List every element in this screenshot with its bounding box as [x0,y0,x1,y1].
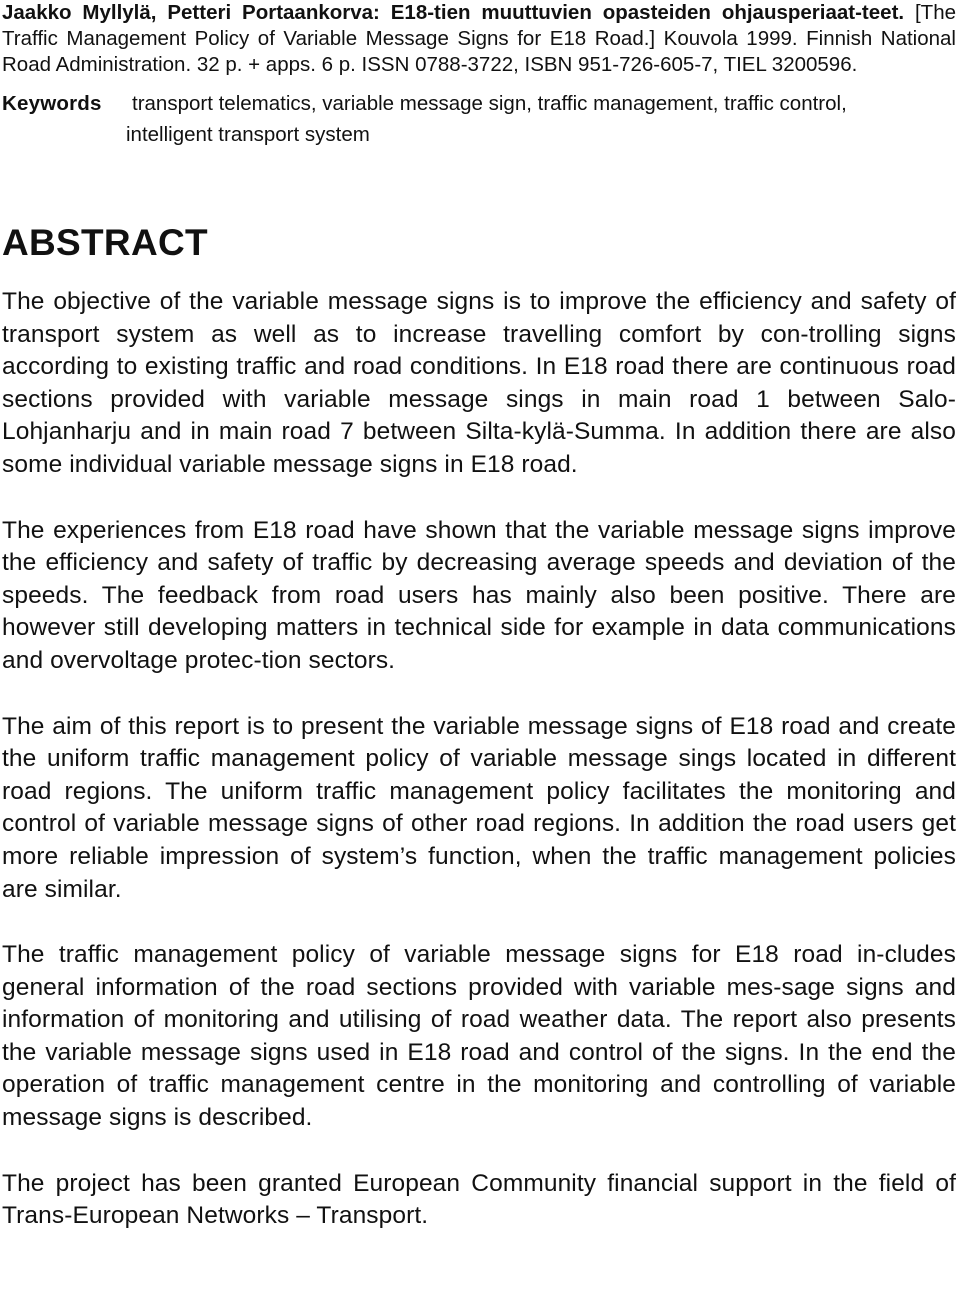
abstract-paragraph-2: The experiences from E18 road have shown that the variable message signs improve the efficiency and safety of traffic by decreasing average speeds and deviation of the speeds. The feedback from road users has mainly also been positive. There are however still developing matters in technical side for example in data communications and overvoltage protec-tion sectors. [2,516,956,674]
abstract-paragraph-1: The objective of the variable message signs is to improve the efficiency and safety of transport system as well as to increase travelling comfort by con-trolling signs according to existing traffic and road conditions. In E18 road there are continuous road sections provided with variable message sings in main road 1 between Salo-Lohjanharju and in main road 7 between Silta-kylä-Summa. In addition there are also some individual variable message signs in E18 road. [2,288,956,478]
keywords-block [2,88,956,150]
abstract-paragraph-4: The traffic management policy of variable message signs for E18 road in-cludes general information of the road sections provided with variable mes-sage signs and information of monitoring and utilising of road weather data. The report also presents the variable message signs used in E18 road and control of the signs. In the end the operation of traffic management centre in the monitoring and controlling of variable message signs is described. [2,941,956,1132]
citation [2,0,956,78]
abstract-paragraph-3: The aim of this report is to present the variable message signs of E18 road and create the uniform traffic management policy of variable message sings located in different road regions. The uniform traffic management policy facilitates the monitoring and control of variable message signs of other road regions. In addition the road users get more reliable impression of system’s function, when the traffic management policies are similar. [2,712,956,903]
keywords-label: Keywords [2,92,102,115]
citation-authors-title: Jaakko Myllylä, Petteri Portaankorva: E18-tien muuttuvien opasteiden ohjausperiaat-teet. [2,1,905,24]
keywords-line-2: intelligent transport system [126,123,370,146]
abstract-heading: ABSTRACT [2,222,208,263]
document-page [2,0,956,1233]
keywords-text [126,88,956,150]
keywords-line-1: transport telematics, variable message sign, traffic management, traffic control, [132,92,847,115]
citation-details: [The Traffic Management Policy of Variable Message Signs for E18 Road.] Kouvola 1999. Finnish National Road Administration. 32 p. + apps. 6 p. ISSN 0788-3722, ISBN 951-726-605-7, TIEL 3200596. [2,1,956,76]
abstract-paragraph-5: The project has been granted European Community financial support in the field of Trans-European Networks – Transport. [2,1169,956,1230]
